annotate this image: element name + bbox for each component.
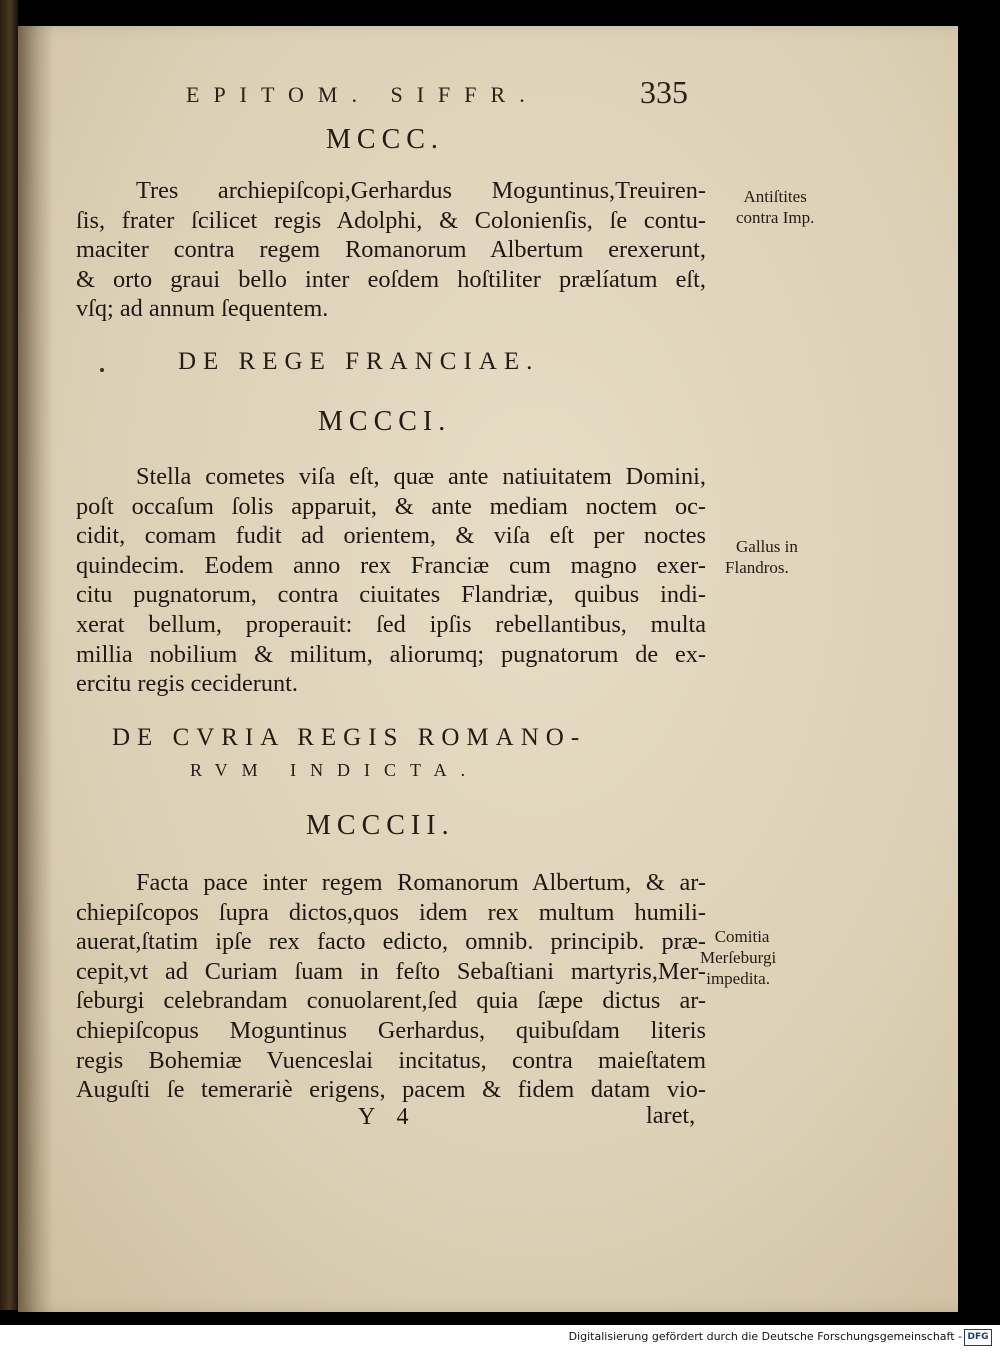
page-number: 335: [640, 74, 688, 110]
dfg-logo-icon: DFG: [964, 1329, 992, 1346]
catchword: laret,: [646, 1102, 696, 1129]
gutter-shadow: [18, 26, 54, 1312]
text-line: quindecim. Eodem anno rex Franciæ cum magno exer-: [76, 551, 706, 579]
marginal-note-line: Gallus in: [736, 537, 798, 556]
digitization-footer: [0, 1325, 1000, 1351]
text-line: xerat bellum, properauit: ſed ipſis rebellantibus, multa: [76, 610, 706, 638]
book-page: [18, 26, 958, 1312]
signature-mark: Y 4: [358, 1104, 417, 1130]
funding-credit: Digitalisierung gefördert durch die Deutsche Forschungsgemeinschaft -: [568, 1330, 962, 1343]
text-line: poſt occaſum ſolis apparuit, & ante mediam noctem oc-: [76, 492, 706, 520]
ink-dot: [100, 368, 104, 372]
text-line: maciter contra regem Romanorum Albertum erexerunt,: [76, 236, 706, 264]
text-line: ercitu regis ceciderunt.: [76, 670, 298, 698]
text-line: regis Bohemiæ Vuenceslai incitatus, contra maieſtatem: [76, 1046, 706, 1074]
text-line: Facta pace inter regem Romanorum Albertum, & ar-: [136, 869, 706, 896]
year-heading-1300: MCCC.: [326, 124, 444, 155]
paragraph-1302: [76, 868, 706, 1105]
marginal-note-line: contra Imp.: [736, 208, 815, 227]
text-line: millia nobilium & militum, aliorumq; pugnatorum de ex-: [76, 640, 706, 668]
text-line: chiepiſcopus Moguntinus Gerhardus, quibuſdam literis: [76, 1016, 706, 1044]
marginal-note-line: Comitia: [714, 927, 770, 946]
marginal-note-line: Merſeburgi: [700, 948, 777, 967]
running-head: EPITOM. SIFFR.: [186, 82, 539, 107]
text-line: ſis, frater ſcilicet regis Adolphi, & Colonienſis, ſe contu-: [76, 206, 706, 234]
text-line: cepit,vt ad Curiam ſuam in feſto Sebaſtiani martyris,Mer-: [76, 957, 706, 985]
text-line: & orto graui bello inter eoſdem hoſtiliter prælíatum eſt,: [76, 265, 706, 293]
marginal-note-line: impedita.: [706, 969, 770, 988]
marginal-note-2: [716, 536, 798, 578]
text-line: cidit, comam fudit ad orientem, & viſa eſt per noctes: [76, 522, 706, 550]
text-line: Stella cometes viſa eſt, quæ ante natiuitatem Domini,: [136, 463, 706, 490]
year-heading-1302: MCCCII.: [306, 810, 455, 841]
text-line: auerat,ſtatim ipſe rex facto edicto, omnib. principib. præ-: [76, 928, 706, 956]
text-line: ſeburgi celebrandam conuolarent,ſed quia ſæpe dictus ar-: [76, 987, 706, 1015]
marginal-note-3: [700, 926, 776, 989]
marginal-note-line: Antiſtites: [743, 187, 807, 206]
paragraph-1301: [76, 462, 706, 699]
section-heading-curia: DE CVRIA REGIS ROMANO-: [112, 724, 587, 751]
text-line: Auguſti ſe temerariè erigens, pacem & fidem datam vio-: [76, 1076, 706, 1104]
section-heading-francia: DE REGE FRANCIAE.: [178, 348, 540, 375]
text-line: chiepiſcopos ſupra dictos,quos idem rex multum humili-: [76, 898, 706, 926]
marginal-note-1: [736, 186, 814, 228]
text-line: Tres archiepiſcopi,Gerhardus Moguntinus,Treuiren-: [136, 177, 706, 204]
text-line: citu pugnatorum, contra ciuitates Flandriæ, quibus indi-: [76, 581, 706, 609]
text-line: vſq; ad annum ſequentem.: [76, 295, 329, 323]
paragraph-1300: [76, 176, 706, 324]
marginal-note-line: Flandros.: [725, 558, 789, 577]
facing-page-edge: [0, 0, 18, 1310]
year-heading-1301: MCCCI.: [318, 406, 452, 437]
section-heading-curia-cont: RVM INDICTA.: [190, 760, 480, 780]
